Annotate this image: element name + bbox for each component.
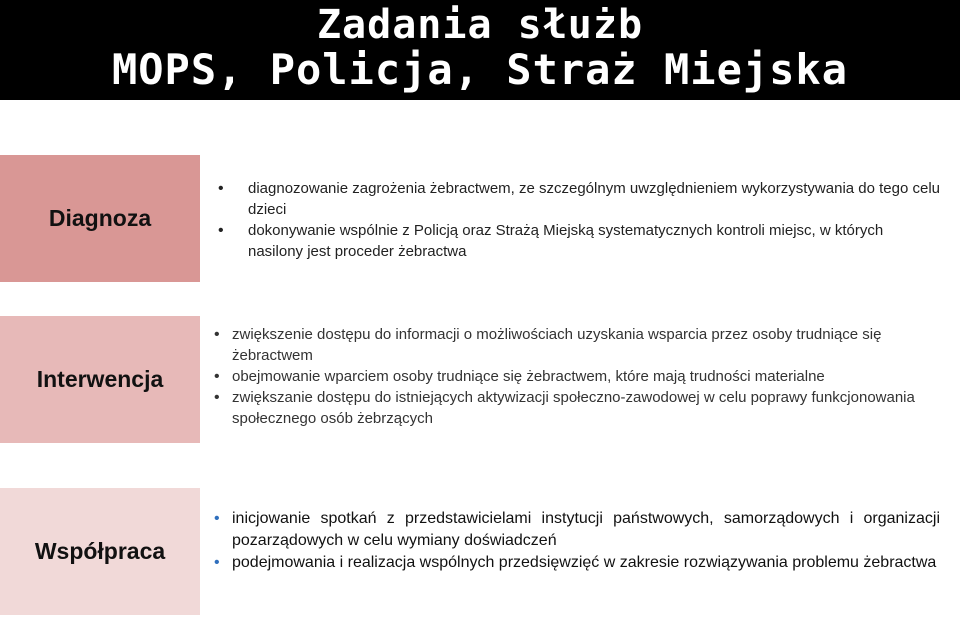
section-label-interwencja: Interwencja xyxy=(0,316,200,443)
list-item-text: diagnozowanie zagrożenia żebractwem, ze szczególnym uwzględnieniem wykorzystywania do tego celu dzieci xyxy=(248,180,941,218)
list-item xyxy=(214,324,942,366)
section-content-interwencja xyxy=(214,324,942,429)
list-item xyxy=(214,508,940,552)
list-item xyxy=(214,387,942,429)
section-content-wspolpraca xyxy=(214,508,940,574)
list-item xyxy=(214,366,942,387)
section-label-wspolpraca: Współpraca xyxy=(0,488,200,615)
section-wspolpraca xyxy=(0,488,960,615)
section-label-diagnoza: Diagnoza xyxy=(0,155,200,282)
title-line-2: MOPS, Policja, Straż Miejska xyxy=(111,45,848,94)
list-item xyxy=(214,552,940,574)
bullet-icon: • xyxy=(218,222,224,239)
section-interwencja xyxy=(0,316,960,443)
list-item-text: podejmowania i realizacja wspólnych przedsięwzięć w zakresie rozwiązywania problemu żebractwa xyxy=(232,554,937,571)
list-item-text: obejmowanie wparciem osoby trudniące się żebractwem, które mają trudności materialne xyxy=(232,368,825,385)
list-item-text: dokonywanie wspólnie z Policją oraz Strażą Miejską systematycznych kontroli miejsc, w których nasilony jest proceder żebractwa xyxy=(248,222,884,260)
bullet-icon: • xyxy=(214,510,220,527)
section-diagnoza xyxy=(0,155,960,282)
list-item-text: zwiększenie dostępu do informacji o możliwościach uzyskania wsparcia przez osoby trudniące się żebractwem xyxy=(232,326,882,364)
title-line-1: Zadania służb xyxy=(316,2,644,48)
bullet-icon: • xyxy=(214,368,220,385)
list-item xyxy=(218,220,942,262)
list-item-text: zwiększanie dostępu do istniejących aktywizacji społeczno-zawodowej w celu poprawy funkcjonowania społecznego osób żebrzących xyxy=(232,389,915,427)
bullet-icon: • xyxy=(214,326,220,343)
list-item xyxy=(218,178,942,220)
section-content-diagnoza xyxy=(218,178,942,262)
bullet-icon: • xyxy=(214,389,220,406)
list-item-text: inicjowanie spotkań z przedstawicielami instytucji państwowych, samorządowych i organizacji pozarządowych w celu wymiany doświadczeń xyxy=(232,510,940,549)
bullet-icon: • xyxy=(214,554,220,571)
bullet-icon: • xyxy=(218,180,224,197)
title-banner xyxy=(0,0,960,100)
